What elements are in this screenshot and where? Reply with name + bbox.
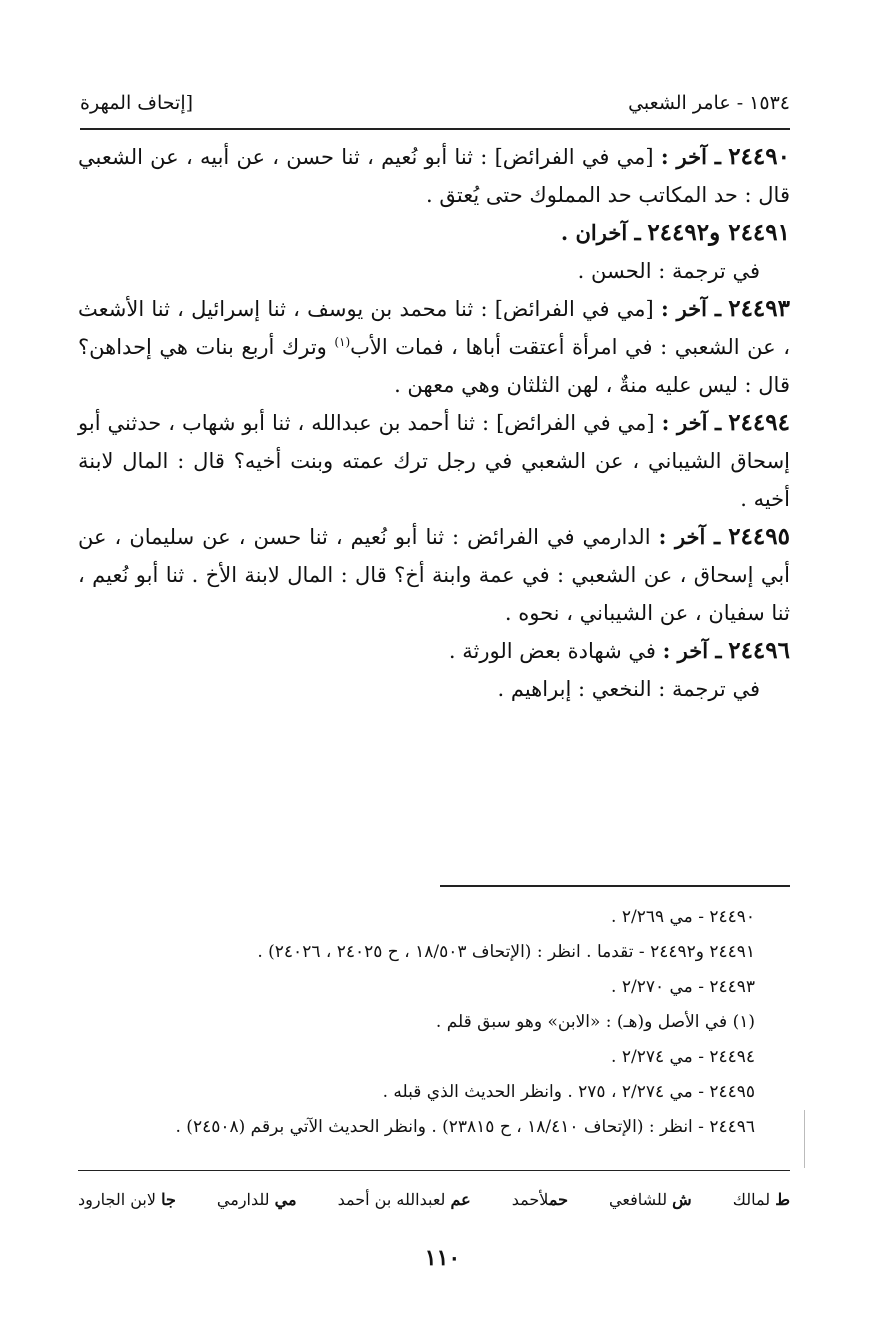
main-text (78, 138, 790, 708)
entry-keyword: ـ آخران . (560, 220, 641, 245)
entry-keyword: ـ آخر : (660, 144, 721, 169)
header-chapter: ١٥٣٤ - عامر الشعبي (628, 92, 790, 114)
footnote-rule (440, 885, 790, 887)
header-book-title: [إتحاف المهرة (80, 92, 194, 114)
abbr-item: مي للدارمي (216, 1190, 297, 1209)
abbreviation-rule (78, 1170, 790, 1171)
entry-keyword: ـ آخر : (660, 296, 721, 321)
entry-24490 (78, 138, 790, 214)
header-rule (80, 128, 790, 130)
entry-24491 (78, 214, 790, 252)
abbreviation-key (78, 1190, 790, 1209)
entry-text: [مي في الفرائض] : ثنا أحمد بن عبدالله ، ثنا أبو شهاب ، حدثني أبو إسحاق الشيباني ، عن الشعبي في رجل ترك عمته وبنت أخيه؟ قال : المال لابنة أخيه . (78, 411, 790, 511)
abbr-item: ط لمالك (732, 1190, 790, 1209)
abbr-item: ش للشافعي (609, 1190, 692, 1209)
footnote: ٢٤٤٩٣ - مي ٢/٢٧٠ . (611, 977, 755, 997)
entry-number: ٢٤٤٩٥ (728, 523, 790, 550)
entry-number: ٢٤٤٩٦ (728, 637, 790, 664)
entry-number: ٢٤٤٩١ و٢٤٤٩٢ (647, 219, 790, 246)
margin-line (804, 1110, 805, 1168)
entry-24496 (78, 632, 790, 670)
footnote: ٢٤٤٩٠ - مي ٢/٢٦٩ . (611, 907, 755, 927)
entry-number: ٢٤٤٩٤ (728, 409, 790, 436)
page-number: ١١٠ (424, 1245, 461, 1271)
entry-keyword: ـ آخر : (661, 410, 722, 435)
footnote: ٢٤٤٩٥ - مي ٢/٢٧٤ ، ٢٧٥ . وانظر الحديث الذي قبله . (382, 1082, 755, 1102)
entry-text: [مي في الفرائض] : ثنا محمد بن يوسف ، ثنا إسرائيل ، ثنا الأشعث ، عن الشعبي : في امرأة أعتقت أباها ، فمات الأب (78, 297, 790, 359)
entry-24494 (78, 404, 790, 518)
footnote-marker: (١) (334, 335, 351, 349)
entry-text: الدارمي في الفرائض : ثنا أبو نُعيم ، ثنا حسن ، عن سليمان ، عن أبي إسحاق ، عن الشعبي : في عمة وابنة أخ؟ قال : المال لابنة الأخ . ثنا أبو نُعيم ، ثنا سفيان ، عن الشيباني ، نحوه . (78, 525, 790, 625)
footnote: (١) في الأصل و(هـ) : «الابن» وهو سبق قلم . (435, 1012, 755, 1032)
entry-text-continued: وترك أربع بنات هي إحداهن؟ قال : ليس عليه منةٌ ، لهن الثلثان وهي معهن . (78, 335, 790, 397)
abbr-item: عم لعبدالله بن أحمد (337, 1190, 471, 1209)
entry-keyword: ـ آخر : (662, 638, 722, 663)
footnote: ٢٤٤٩٤ - مي ٢/٢٧٤ . (611, 1047, 755, 1067)
entry-number: ٢٤٤٩٣ (728, 295, 790, 322)
entry-text: [مي في الفرائض] : ثنا أبو نُعيم ، ثنا حسن ، عن أبيه ، عن الشعبي قال : حد المكاتب حد المملوك حتى يُعتق . (78, 145, 790, 207)
abbr-item: حملأحمد (511, 1190, 568, 1209)
entry-keyword: ـ آخر : (658, 524, 721, 549)
footnote: ٢٤٤٩٦ - انظر : (الإتحاف ١٨/٤١٠ ، ح ٢٣٨١٥) . وانظر الحديث الآتي برقم (٢٤٥٠٨) . (175, 1117, 755, 1137)
entry-number: ٢٤٤٩٠ (728, 143, 790, 170)
entry-24493 (78, 290, 790, 404)
cross-reference: في ترجمة : النخعي : إبراهيم . (497, 677, 760, 701)
footnote: ٢٤٤٩١ و٢٤٤٩٢ - تقدما . انظر : (الإتحاف ١٨/٥٠٣ ، ح ٢٤٠٢٥ ، ٢٤٠٢٦) . (257, 942, 755, 962)
cross-reference: في ترجمة : الحسن . (577, 259, 760, 283)
entry-24495 (78, 518, 790, 632)
running-header (80, 86, 790, 120)
abbr-item: جا لابن الجارود (78, 1190, 176, 1209)
footnotes (78, 900, 755, 1145)
entry-text: في شهادة بعض الورثة . (448, 639, 656, 663)
